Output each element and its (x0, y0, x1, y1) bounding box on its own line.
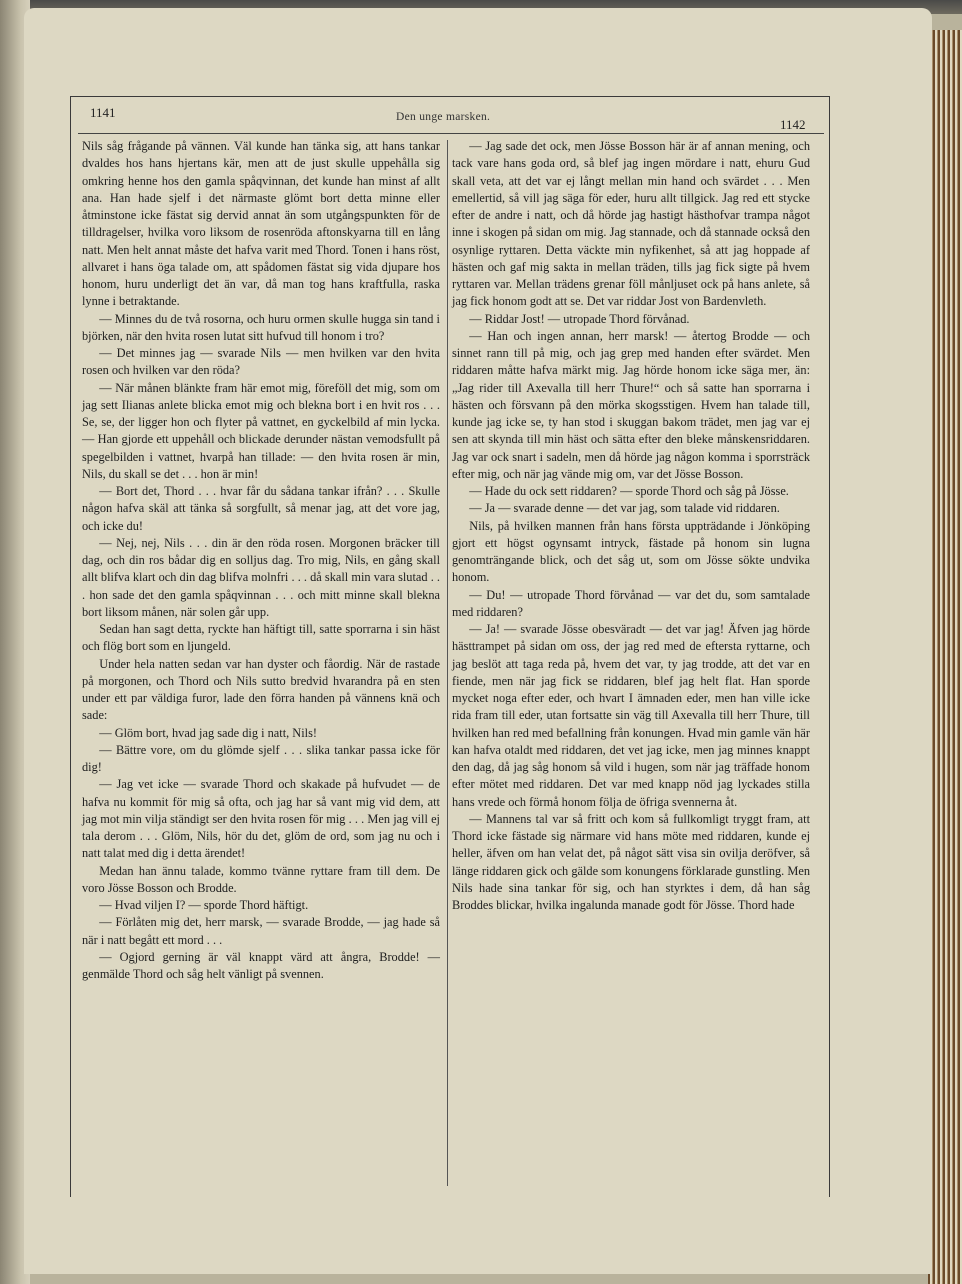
paragraph: Medan han ännu talade, kommo tvänne ryttare fram till dem. De voro Jösse Bosson och Brodde. (82, 863, 440, 895)
paragraph: — Jag vet icke — svarade Thord och skakade på hufvudet — de hafva nu kommit för mig så ofta, och jag har så vant mig vid dem, att jag mot min vilja ständigt ser den hvita rosen för mig . . . Men jag vill ej tala derom . . . Glöm, Nils, hör du det, glöm de ord, som jag nu och i natt talat med dig i detta ärendet! (82, 777, 440, 861)
paragraph: — Bort det, Thord . . . hvar får du sådana tankar ifrån? . . . Skulle någon hafva skäl att tänka så sorgfullt, så menar jag, att det vore jag, och icke du! (82, 484, 440, 533)
running-title: Den unge marsken. (396, 111, 491, 123)
header-rule (78, 133, 824, 134)
paragraph: — Du! — utropade Thord förvånad — var det du, som samtalade med riddaren? (452, 587, 810, 619)
paragraph: — Förlåten mig det, herr marsk, — svarade Brodde, — jag hade så när i natt begått ett mord . . . (82, 915, 440, 947)
right-text-column (452, 138, 810, 914)
paragraph: — Ja — svarade denne — det var jag, som talade vid riddaren. (469, 501, 780, 516)
left-page-number: 1141 (90, 105, 116, 120)
right-page-number: 1142 (780, 117, 806, 132)
paragraph: — Bättre vore, om du glömde sjelf . . . slika tankar passa icke för dig! (82, 742, 440, 774)
left-text-column (82, 138, 440, 983)
paragraph: Sedan han sagt detta, ryckte han häftigt till, satte sporrarna i sin häst och flög bort som en ljungeld. (82, 622, 440, 654)
paragraph: — Hvad viljen I? — sporde Thord häftigt. (99, 898, 309, 912)
paragraph: — Riddar Jost! — utropade Thord förvånad. (469, 311, 690, 326)
paragraph: — Hade du ock sett riddaren? — sporde Thord och såg på Jösse. (469, 484, 789, 498)
paragraph: — När månen blänkte fram här emot mig, föreföll det mig, som om jag sett Ilianas anlete blicka emot mig och blekna bort i en hvit ros . . . Se, se, der ligger hon och flyter på vattnet, en gyckelbild af min lycka. — Han gjorde ett uppehåll och blickade derunder nästan vemodsfullt på spegelbilden i vattnet, hvarpå han tillade: — den hvita rosen är min, Nils, du skall se det . . . hon är min! (82, 380, 440, 481)
page-stack-edge (928, 30, 962, 1284)
column-divider (447, 140, 448, 1186)
paragraph: — Ogjord gerning är väl knappt värd att ångra, Brodde! — genmälde Thord och såg helt vänligt på svennen. (82, 949, 440, 981)
paragraph: — Mannens tal var så fritt och kom så fullkomligt tryggt fram, att Thord icke fästade sig närmare vid hans möte med riddaren, kunde ej heller, äfven om han velat det, på något sätt visa sin ovilja deröfver, så länge riddaren gick och gälde som konungens förklarade gunstling. Men Nils hade sina tankar för sig, och han styrktes i dem, då han såg Broddes blickar, hvilka ingalunda manade godt för Jösse. Thord hade (452, 811, 810, 912)
paragraph: Nils, på hvilken mannen från hans första uppträdande i Jönköping gjort ett högst ogynsamt intryck, fästade på honom sin lugna genomträngande blick, och det såg ut, som om Jösse sökte undvika honom. (452, 518, 810, 585)
paragraph: — Ja! — svarade Jösse obesväradt — det var jag! Äfven jag hörde hästtrampet på sidan om oss, der jag red med de eftersta ryttarne, och jag beslöt att taga reda på, hvem det var, ty jag trodde, att det var en fiende, men när jag fick se riddaren, blef jag helt flat. Han sporde mycket noga efter eder, och hvart I ämnaden eder, men han ville icke rida fram till eder, utan fortsatte sin väg till Axevalla till herr Thure, till hvilken han red med befallning från konungen. Hvad min gamle vän här kan hafva otaldt med riddaren, det vet jag icke, men jag minnes knappt den dag, då jag såg honom så vild i hugen, som när jag träffade honom efter mötet med riddaren. Det var med knapp nöd jag lyckades stilla hans vrede och förmå honom följa de öfriga svennerna åt. (452, 622, 810, 809)
paragraph: — Jag sade det ock, men Jösse Bosson här är af annan mening, och tack vare hans goda ord, så blef jag ingen mördare i natt, ehuru Gud skall veta, att det var ej långt mellan min hand och svärdet . . . Men emellertid, så vill jag säga för eder, huru allt tillgick. Jag red ett stycke efter de andre i natt, och då hörde jag hastigt hästhofvar trampa något inne i skogen på sidan om mig. Jag stannade, och då stannade också den osynlige ryttaren. Detta väckte min nyfikenhet, så att jag hoppade af hästen och gaf mig sakta in mellan träden, tills jag fick sigte på hvem ryttaren var. Mellan trädens grenar föll månljuset ock på hans anlete, så jag fick honom godt att se. Det var riddar Jost von Bardenvleth. (452, 139, 810, 309)
paragraph: — Han och ingen annan, herr marsk! — återtog Brodde — och sinnet rann till på mig, och jag grep med handen efter svärdet. Men riddaren måtte hafva märkt mig. Jag hörde honom icke säga mer, än: „Jag rider till Axevalla till herr Thure!“ och så satte han sporrarna i hästen och försvann på den mörka skogsstigen. Hvem han talade till, kunde jag icke se, ty han stod i skuggan bakom trädet, men jag var ej sen att skynda till min häst och sätta efter den bleke månskensriddaren. Jag var ock snart i sadeln, men då hörde jag någon komma i sporrsträck efter mig, och när jag vände mig om, var det Jösse Bosson. (452, 328, 810, 481)
paragraph: Nils såg frågande på vännen. Väl kunde han tänka sig, att hans tankar dvaldes hos hans hjertans kär, men att de just skulle uppehålla sig omkring henne hos den gamla spåqvinnan, det kunde han minst af allt ana. Han hade sjelf i det närmaste glömt bort detta minne eller åtminstone icke fästat sig dervid annat än som utgångspunkten för de tilldragelser, hvilka voro liksom de rosenröda aftonskyarna till en lång natt. Men helt annat måste det hafva varit med Thord. Tonen i hans röst, allvaret i hans öga talade om, att spådomen fästat sig vida djupare hos honom, huru underligt det än var, då man tog hans kraftfulla, raska lynne i betraktande. (82, 139, 440, 309)
paragraph: — Minnes du de två rosorna, och huru ormen skulle hugga sin tand i björken, när den hvita rosen lutat sitt hufvud till honom i tro? (82, 311, 440, 343)
paragraph: Under hela natten sedan var han dyster och fåordig. När de rastade på morgonen, och Thord och Nils sutto bredvid hvarandra på en sten under ett par väldiga furor, lade den förra handen på vännens knä och sade: (82, 656, 440, 723)
paragraph: — Glöm bort, hvad jag sade dig i natt, Nils! (99, 725, 317, 740)
paragraph: — Nej, nej, Nils . . . din är den röda rosen. Morgonen bräcker till dag, och din ros bådar dig en solljus dag. Tro mig, Nils, en gång skall allt blifva klart och din dag blifva molnfri . . . då skall min vara slutad . . . hon sade det den gamla spåqvinnan . . . och mitt minne skall blekna bort liksom månen, när solen går upp. (82, 535, 440, 619)
paragraph: — Det minnes jag — svarade Nils — men hvilken var den hvita rosen och hvilken var den röda? (82, 346, 440, 378)
